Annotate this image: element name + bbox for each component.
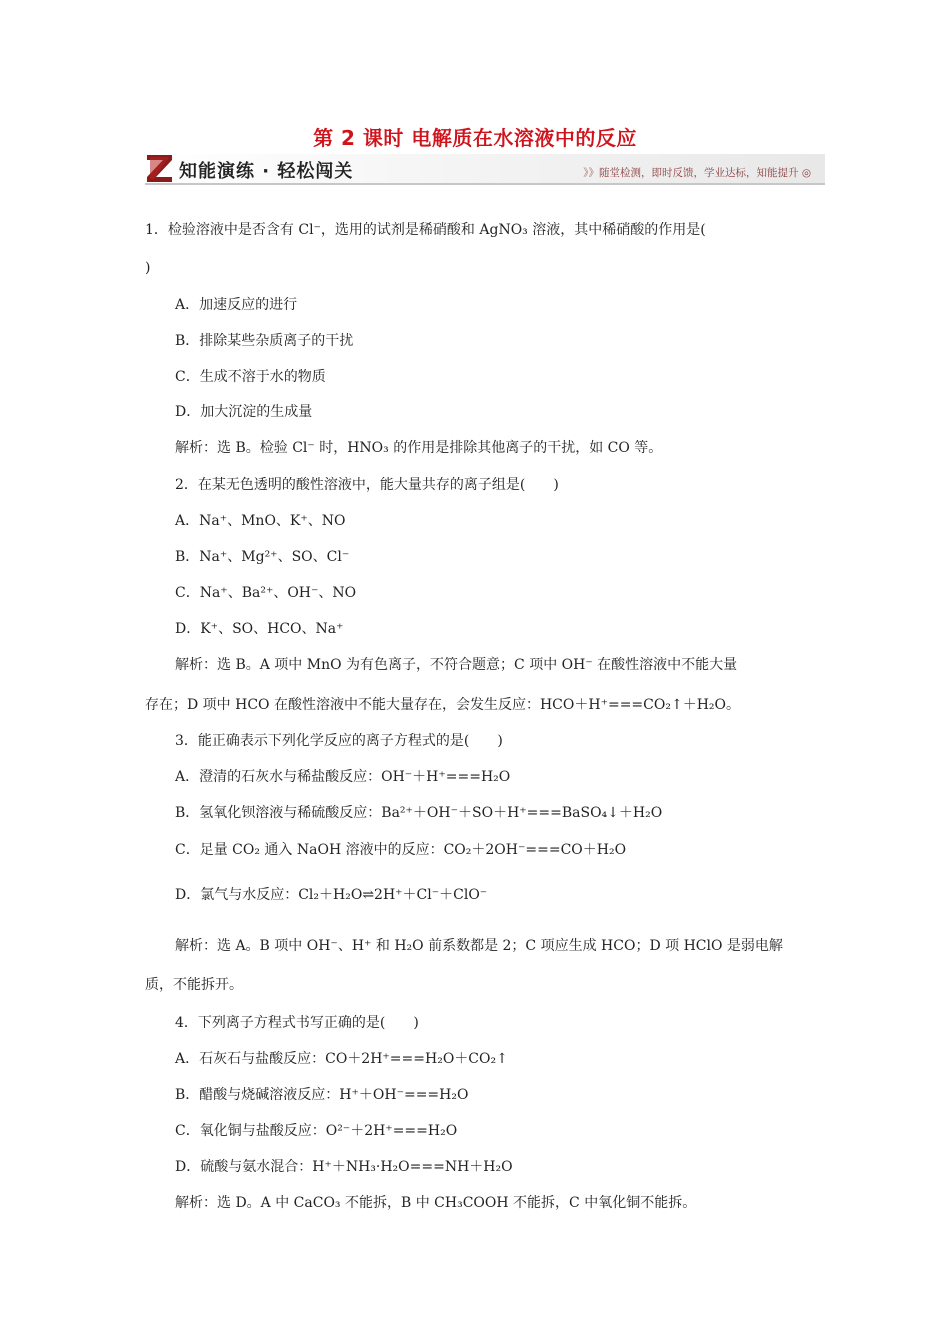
banner-subtitle: 》》随堂检测，即时反馈，学业达标，知能提升 ◎: [583, 167, 811, 179]
q3-analysis: 解析：选 A。B 项中 OH⁻、H⁺ 和 H₂O 前系数都是 2；C 项应生成 HCO；D 项 HClO 是弱电解: [175, 938, 783, 954]
q4-option-c: C．氧化铜与盐酸反应：O²⁻＋2H⁺===H₂O: [175, 1123, 458, 1139]
q2-option-d: D．K⁺、SO、HCO、Na⁺: [175, 621, 344, 637]
section-banner: [145, 150, 825, 188]
q3-stem: 3．能正确表示下列化学反应的离子方程式的是( ): [175, 733, 503, 749]
q3-analysis-cont: 质，不能拆开。: [145, 977, 243, 993]
q2-option-c: C．Na⁺、Ba²⁺、OH⁻、NO: [175, 585, 357, 601]
q4-stem: 4．下列离子方程式书写正确的是( ): [175, 1015, 419, 1031]
q1-stem-cont: ): [145, 260, 151, 276]
q2-option-a: A．Na⁺、MnO、K⁺、NO: [175, 513, 346, 529]
q4-option-b: B．醋酸与烧碱溶液反应：H⁺＋OH⁻===H₂O: [175, 1087, 469, 1103]
banner-divider: [145, 183, 825, 185]
q3-option-d: D．氯气与水反应：Cl₂＋H₂O⇌2H⁺＋Cl⁻＋ClO⁻: [175, 887, 488, 903]
banner-title: 知能演练 · 轻松闯关: [179, 161, 354, 182]
q3-option-c: C．足量 CO₂ 通入 NaOH 溶液中的反应：CO₂＋2OH⁻===CO＋H₂O: [175, 842, 627, 858]
q3-option-b: B．氢氧化钡溶液与稀硫酸反应：Ba²⁺＋OH⁻＋SO＋H⁺===BaSO₄↓＋H₂O: [175, 805, 663, 821]
q4-option-a: A．石灰石与盐酸反应：CO＋2H⁺===H₂O＋CO₂↑: [175, 1051, 508, 1067]
q3-option-a: A．澄清的石灰水与稀盐酸反应：OH⁻＋H⁺===H₂O: [175, 769, 511, 785]
q2-option-b: B．Na⁺、Mg²⁺、SO、Cl⁻: [175, 549, 350, 565]
q4-option-d: D．硫酸与氨水混合：H⁺＋NH₃·H₂O===NH＋H₂O: [175, 1159, 513, 1175]
q1-option-a: A．加速反应的进行: [175, 297, 298, 313]
page-title: 第 2 课时 电解质在水溶液中的反应: [313, 126, 637, 150]
q2-analysis-cont: 存在；D 项中 HCO 在酸性溶液中不能大量存在，会发生反应：HCO＋H⁺===CO₂↑＋H₂O。: [145, 697, 740, 713]
q1-option-c: C．生成不溶于水的物质: [175, 369, 326, 385]
q1-analysis: 解析：选 B。检验 Cl⁻ 时，HNO₃ 的作用是排除其他离子的干扰，如 CO 等。: [175, 440, 663, 456]
q2-analysis: 解析：选 B。A 项中 MnO 为有色离子，不符合题意；C 项中 OH⁻ 在酸性溶液中不能大量: [175, 657, 738, 673]
q2-stem: 2．在某无色透明的酸性溶液中，能大量共存的离子组是( ): [175, 477, 559, 493]
q1-stem: 1．检验溶液中是否含有 Cl⁻，选用的试剂是稀硝酸和 AgNO₃ 溶液，其中稀硝酸的作用是(: [145, 222, 706, 238]
q4-analysis: 解析：选 D。A 中 CaCO₃ 不能拆，B 中 CH₃COOH 不能拆，C 中氧化铜不能拆。: [175, 1195, 697, 1211]
q1-option-d: D．加大沉淀的生成量: [175, 404, 313, 420]
banner-logo-icon: [145, 152, 175, 184]
q1-option-b: B．排除某些杂质离子的干扰: [175, 333, 354, 349]
